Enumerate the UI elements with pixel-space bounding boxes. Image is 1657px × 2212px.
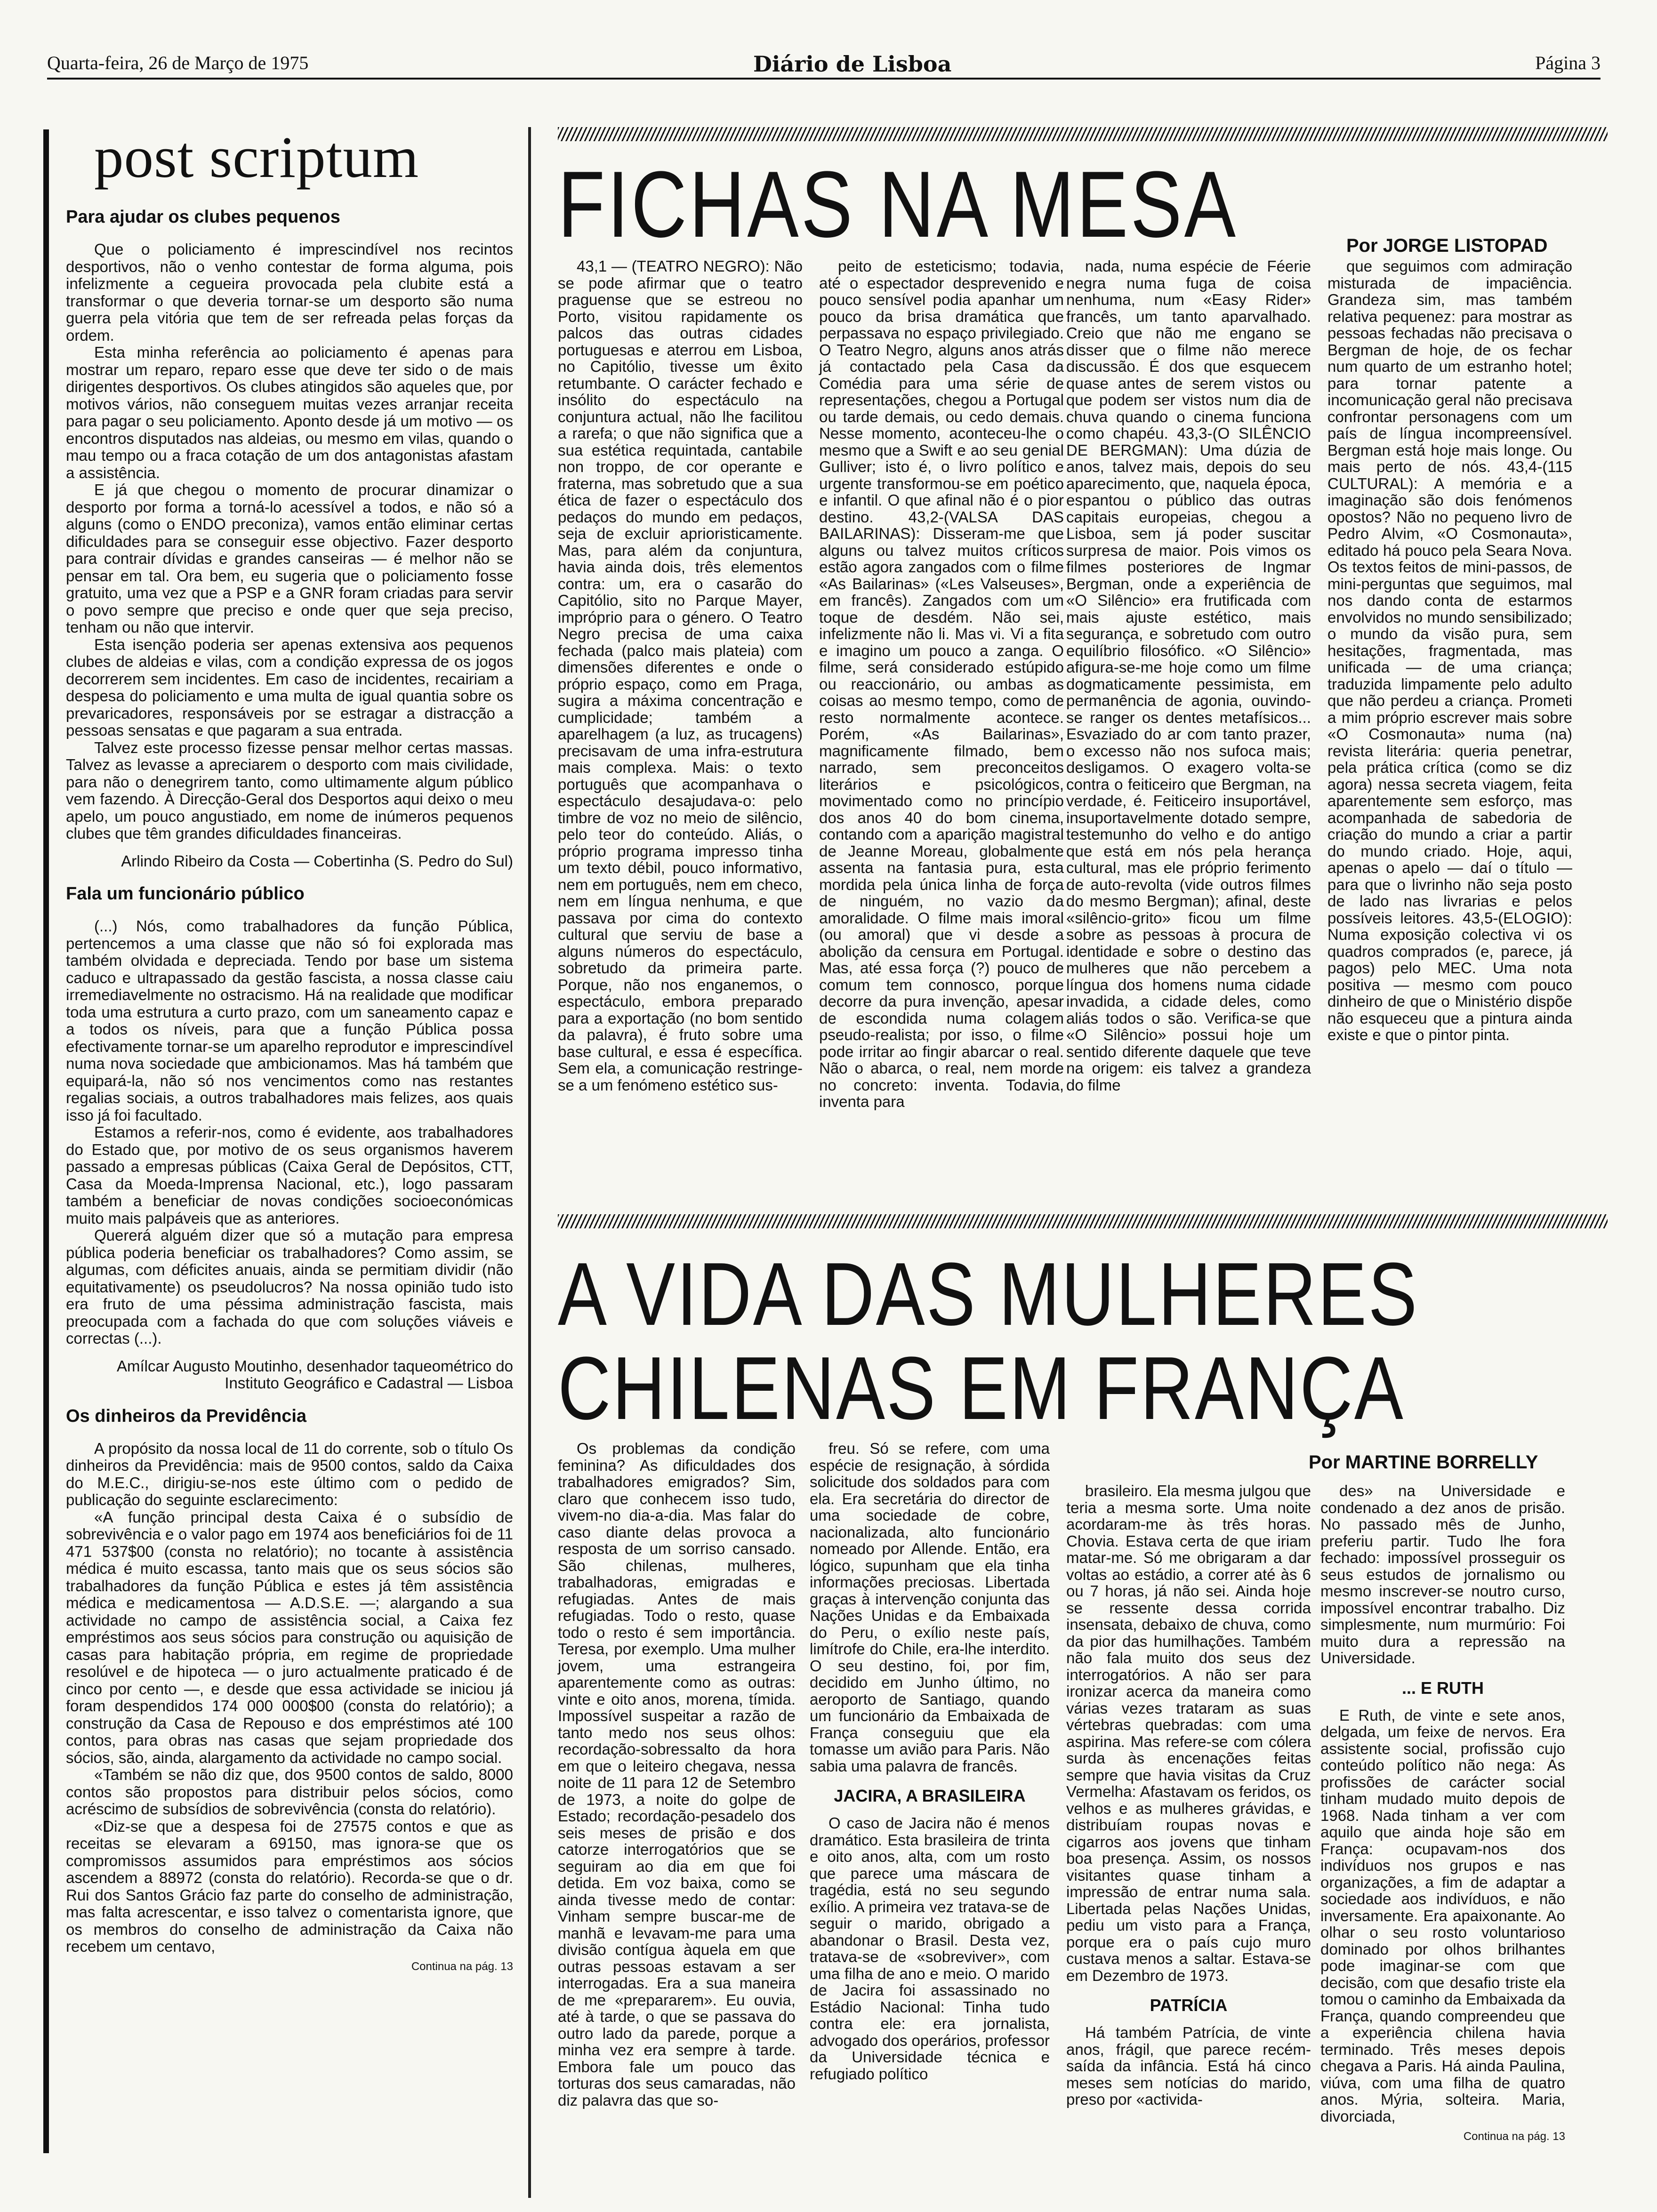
article-text: brasileiro. Ela mesma julgou que teria a mesma sorte. Uma noite acordaram-me às três horas. Chovia. Estava certa de que iriam matar-me. Só me obrigaram a dar voltas ao estádio, a correr até às 6 ou 7 horas, já não sei. Ainda hoje se ressente dessa corrida insensata, debaixo de chuva, como da pior das humilhações. Também não fala muito dos seus dez interrogatórios. A não ser para ironizar acerca da maneira como várias vezes trataram as suas vértebras quebradas: com uma aspirina. Mas refere-se com cólera surda às encenações feitas sempre que havia visitas da Cruz Vermelha: Afastavam os feridos, os velhos e as mulheres grávidas, e distribuíam roupas novas e cigarros aos jovens que tinham boa presença. Assim, os nossos visitantes quase tinham a impressão de entrar numa sala. Libertada pelas Nações Unidas, pediu um visto para a França, porque era o país cujo muro custava menos a saltar. Estava-se em Dezembro de 1973. [1066,1482,1311,1984]
masthead: Diário de Lisboa [753,51,952,77]
letter-heading-clubs: Para ajudar os clubes pequenos [66,207,340,227]
article-text: E Ruth, de vinte e sete anos, delgada, um feixe de nervos. Era assistente social, profissão cujo conteúdo político não nega: As profissões de carácter social tinham mudado muito depois de 1968. Nada tinham a ver com aquilo que ainda hoje são em França: ocupavam-nos dos indivíduos nos grupos e nas organizações, a fim de adaptar a sociedade aos indivíduos, e não inversamente. Era apaixonante. Ao olhar o seu rosto voluntarioso dominado por olhos brilhantes pode imaginar-se com que decisão, com que desafio triste ela tomou o caminho da Embaixada da França, quando compreendeu que a experiência chilena havia terminado. Três meses depois chegava a Paris. Há ainda Paulina, viúva, com uma filha de quatro anos. Mýria, solteira. Maria, divorciada, [1320,1706,1565,2125]
vida-headline-line-1: A VIDA DAS MULHERES [558,1244,1419,1344]
vida-column-4 [1320,1483,1565,2145]
article-text: peito de esteticismo; todavia, até o espectador desprevenido e pouco sensível podia apanhar um pouco da brisa dramática que perpassava no espaço privilegiado. O Teatro Negro, alguns anos atrás já contactado pela Casa da Comédia para uma série de representações, chegou a Portugal ou tarde demais, ou cedo demais. Nesse momento, aconteceu-lhe o mesmo que a Swift e ao seu genial Gulliver; isto é, o livro político e urgente transformou-se em poético e infantil. O que afinal não é o pior destino. 43,2-(VALSA DAS BAILARINAS): Disseram-me que alguns ou talvez muitos críticos estão agora zangados com o filme «As Bailarinas» («Les Valseuses», em francês). Zangados com um toque de desdém. Não sei, infelizmente não li. Mas vi. Vi a fita e imagino um pouco a zanga. O filme, será considerado estúpido ou reaccionário, ou ambas as coisas ao mesmo tempo, como de resto normalmente acontece. Porém, «As Bailarinas», magnificamente filmado, bem narrado, sem preconceitos literários e psicológicos, movimentado como no princípio dos anos 40 do bom cinema, contando com a aparição magistral de Jeanne Moreau, globalmente assenta na fantasia pura, esta mordida pela única linha de força de ninguém, no vazio da amoralidade. O filme mais imoral (ou amoral) que vi desde a abolição da censura em Portugal. Mas, até essa força (?) pouco de comum tem connosco, porque decorre da pura invenção, apesar de escondida numa colagem pseudo-realista; por isso, o filme pode irritar ao fingir abarcar o real. Não o abarca, o real, nem morde no concreto: inventa. Todavia, inventa para [819,257,1064,1110]
letter-paragraph: E já que chegou o momento de procurar dinamizar o desporto por forma a torná-lo acessível a todos, e não só a alguns (como o ENDO preconiza), vamos então eliminar certas dificuldades para se conseguir esse objectivo. Fazer desporto para contrair dívidas e grandes canseiras — é melhor não se pensar em tal. Ora bem, eu sugeria que o policiamento fosse gratuito, uma vez que a PSP e a GNR foram criadas para servir o povo sempre que preciso e onde quer que seja preciso, tenham ou não que intervir. [66,481,513,636]
letter-paragraph: A propósito da nossa local de 11 do corrente, sob o título Os dinheiros da Previdência: mais de 9500 contos, saldo da Caixa do M.E.C., dirigiu-se-nos este último com o pedido de publicação do seguinte esclarecimento: [66,1439,513,1508]
page-number: Página 3 [1535,52,1601,73]
issue-date: Quarta-feira, 26 de Março de 1975 [47,52,309,73]
vida-headline-line-2: CHILENAS EM FRANÇA [558,1338,1405,1438]
fichas-byline: Por JORGE LISTOPAD [1346,235,1548,256]
subheading-ruth: ... E RUTH [1401,1678,1484,1698]
subheading-patricia: PATRÍCIA [1150,1996,1228,2015]
letter-paragraph: Esta isenção poderia ser apenas extensiva aos pequenos clubes de aldeias e vilas, com a condição expressa de os jogos decorrerem sem incidentes. Em caso de incidentes, recairiam a despesa do policiamento e uma multa de igual quantia sobre os prevaricadores, responsáveis por se estragar a distracção a pessoas sensatas e que pagaram a sua entrada. [66,635,513,739]
letter-paragraph: «Diz-se que a despesa foi de 27575 contos e que as receitas se elevaram a 69150, mas ignora-se que os compromissos assumidos para empréstimos aos sócios ascendem a 88972 (consta do relatório). Recorda-se que o dr. Rui dos Santos Grácio faz parte do conselho de administração, mas falta acrescentar, e isso talvez o comentarista ignore, que os membros do conselho de administração da Caixa não recebem um centavo, [66,1817,513,1955]
letter-paragraph: Talvez este processo fizesse pensar melhor certas massas. Talvez as levasse a apreciarem o desporto com mais civilidade, para não o denegrirem tanto, como ultimamente algum público vem fazendo. À Direcção-Geral dos Desportos aqui deixo o meu apelo, um pouco angustiado, em nome de inúmeros pequenos clubes que têm grandes dificuldades financeiras. [66,738,513,842]
letter-heading-civil-servant: Fala um funcionário público [66,884,305,904]
subheading-jacira: JACIRA, A BRASILEIRA [834,1786,1026,1805]
article-text: des» na Universidade e condenado a dez anos de prisão. No passado mês de Junho, preferiu partir. Tudo lhe fora fechado: impossível prosseguir os seus estudos de jornalismo ou mesmo inscrever-se noutro curso, impossível encontrar trabalho. Diz simplesmente, num murmúrio: Foi muito dura a repressão na Universidade. [1320,1482,1565,1667]
postscript-title: post scriptum [94,125,419,190]
continued-link[interactable]: Continua na pág. 13 [1463,2130,1565,2143]
letter-paragraph: Que o policiamento é imprescindível nos recintos desportivos, não o venho contestar de forma alguma, pois infelizmente a cegueira provocada pela clubite está a transformar o que deveria tornar-se um desporto são numa guerra pela vitória que tem de ser refreada pelas forças da ordem. [66,240,513,344]
vida-headline [558,1244,1419,1438]
letter-paragraph: «Também se não diz que, dos 9500 contos de saldo, 8000 contos são propostos para distribuir pelos sócios, como acréscimo de subsídios de sobrevivência (consta do relatório). [66,1766,513,1818]
letter-signature: Arlindo Ribeiro da Costa — Cobertinha (S. Pedro do Sul) [121,852,513,870]
letter-paragraph: «A função principal desta Caixa é o subsídio de sobrevivência e o valor pago em 1974 aos beneficiários foi de 11 471 537$00 (consta no relatório); no tocante à assistência médica é muito escassa, tanto mais que os seus sócios são trabalhadores da função Pública e estes já têm assistência médica e medicamentosa — A.D.S.E. —; alargando a sua actividade no campo de assistência social, a Caixa fez empréstimos aos seus sócios para construção ou aquisição de casas para habitação própria, em regime de propriedade resolúvel e de hipoteca — o juro actualmente praticado é de cinco por cento —, e desde que essa actividade se iniciou já foram despendidos 174 000 000$00 (consta do relatório); a construção da Casa de Repouso e dos empréstimos até 100 contos, para obras nas casas que sejam propriedade dos sócios, são, ainda, alargamento da actividade no campo social. [66,1508,513,1766]
vida-column-1 [558,1440,796,2108]
hatched-rule [558,1214,1608,1228]
letter-paragraph: (...) Nós, como trabalhadores da função Pública, pertencemos a uma classe que não só foi explorada mas também olvidada e depreciada. Tendo por base um sistema caduco e ultrapassado da gestão fascista, a nossa classe caiu irremediavelmente no ostracismo. Há na realidade que modificar toda uma estrutura a curto prazo, com um saneamento capaz e a todos os níveis, para que a função Pública possa efectivamente tornar-se um aparelho reprodutor e imprescindível numa nova sociedade que ambicionamos. Mas há também que equipará-la, não só nos vencimentos como nas restantes regalias sociais, a outros trabalhadores mais felizes, aos quais isso já foi facultado. [66,917,513,1124]
page-header [47,45,1601,80]
vida-column-2 [810,1440,1050,2082]
fichas-column-3 [1066,258,1311,1093]
article-text: 43,1 — (TEATRO NEGRO): Não se pode afirmar que o teatro praguense que se estreou no Porto, visitou rapidamente os palcos das outras cidades portuguesas e aterrou em Lisboa, no Capitólio, tivesse um êxito retumbante. O carácter fechado e insólito do espectáculo na conjuntura actual, não lhe facilitou a rarefa; o que não significa que a sua estética requintada, cantabile non troppo, de cor operante e fraterna, mas sobretudo que a sua ética de fazer o espectáculo dos pedaços do mundo em pedaços, seja de excluir aprioristicamente. Mas, para além da conjuntura, havia ainda dois, três elementos contra: um, era o casarão do Capitólio, sito no Parque Mayer, impróprio para o género. O Teatro Negro precisa de uma caixa fechada (palco mais plateia) com dimensões diferentes e onde o próprio espaço, como em Praga, sugira a máxima concentração e cumplicidade; também a aparelhagem (a luz, as trucagens) precisavam de uma infra-estrutura mais complexa. Mais: o texto português que acompanhava o espectáculo desajudava-o: pelo timbre de voz no meio de silêncio, pelo teor do conteúdo. Aliás, o próprio programa impresso tinha um texto débil, pouco informativo, nem em português, nem em checo, nem em língua nenhuma, e que passava por cima do contexto cultural que serviu de base a alguns números do espectáculo, sobretudo da primeira parte. Porque, não nos enganemos, o espectáculo, embora preparado para a exportação (no bom sentido da palavra), é fruto sobre uma base cultural, e essa é específica. Sem ela, a comunicação restringe-se a um fenómeno estético sus- [558,257,803,1094]
fichas-column-1 [558,258,803,1093]
article-text: nada, numa espécie de Féerie negra numa fuga de coisa nenhuma, num «Easy Rider» francês, um tanto aparvalhado. Creio que não me engano se disser que o filme não merece discussão. É dos que esquecem quase antes de serem vistos ou que podem ser vistos num dia de chuva quando o cinema funciona como chapéu. 43,3-(O SILÊNCIO DE BERGMAN): Uma dúzia de anos, talvez mais, depois do seu aparecimento, que, naquela época, espantou o público das outras capitais europeias, chegou a Lisboa, sem já poder suscitar surpresa de maior. Pois vimos os filmes posteriores de Ingmar Bergman, onde a experiência de «O Silêncio» era frutificada com mais ajuste estético, mais segurança, e sobretudo com outro equilíbrio filosófico. «O Silêncio» afigura-se-me hoje como um filme dogmaticamente pessimista, em permanência de agonia, ouvindo-se ranger os dentes metafísicos... Esvaziado do ar com tanto prazer, o excesso não nos sufoca mais; desligamos. O exagero volta-se contra o feiticeiro que Bergman, na verdade, é. Feiticeiro insuportável, insuportavelmente dotado sempre, testemunho do velho e do antigo que está em nós pela herança cultural, mas ele próprio ferimento de auto-revolta (vide outros filmes do mesmo Bergman); afinal, deste «silêncio-grito» ficou um filme sobre as pessoas à procura de identidade e sobre o destino das mulheres que não percebem a língua dos homens numa cidade invadida, a cidade deles, como aliás todos o são. Verifica-se que «O Silêncio» possui hoje um sentido diferente daquele que teve na origem: eis talvez a grandeza do filme [1066,257,1311,1094]
article-text: O caso de Jacira não é menos dramático. Esta brasileira de trinta e oito anos, alta, com um rosto que parece uma máscara de tragédia, está no seu segundo exílio. A primeira vez tratava-se de seguir o marido, obrigado a abandonar o Brasil. Desta vez, tratava-se de «sobreviver», com uma filha de ano e meio. O marido de Jacira foi assassinado no Estádio Nacional: Tinha tudo contra ele: era jornalista, advogado dos operários, professor da Universidade técnica e refugiado político [810,1814,1050,2083]
article-text: que seguimos com admiração misturada de impaciência. Grandeza sim, mas também relativa pequenez: para mostrar as pessoas fechadas não precisava o Bergman de hoje, de os fechar num quarto de um estranho hotel; para tornar patente a incomunicação geral não precisava confrontar personagens com um país de língua incompreensível. Bergman está hoje mais longe. Ou mais perto de nós. 43,4-(115 CULTURAL): A memória e a imaginação são dois fenómenos opostos? Não no pequeno livro de Pedro Alvim, «O Cosmonauta», editado há pouco pela Seara Nova. Os textos feitos de mini-passos, de mini-perguntas que seguimos, mal nos dando conta de estarmos envolvidos no mundo sensibilizado; o mundo da visão pura, sem hesitações, fragmentada, mas unificada — de uma criança; traduzida limpamente pelo adulto que não perdeu a criança. Prometi a mim próprio escrever mais sobre «O Cosmonauta» numa (na) revista literária: queria penetrar, pela prática crítica (como se diz agora) nessa secreta viagem, feita aparentemente sem esforço, mas acompanhada de sabedoria de criação do mundo a criar a partir do mundo criado. Hoje, aqui, apenas o apelo — daí o título — para que o livrinho não seja posto de lado nas livrarias e pelos possíveis leitores. 43,5-(ELOGIO): Numa exposição colectiva vi os quadros comprados (e, parece, já pagos) pelo MEC. Uma nota positiva — mesmo com pouco dinheiro de que o Ministério dispõe não esqueceu que a pintura ainda existe e que o pintor pinta. [1327,257,1572,1043]
letter-paragraph: Estamos a referir-nos, como é evidente, aos trabalhadores do Estado que, por motivo de os seus organismos haverem passado a empresas públicas (Caixa Geral de Depósitos, CTT, Casa da Moeda-Imprensa Nacional, etc.), logo passaram também a beneficiar de novas condições socioeconómicas muito mais palpáveis que as anteriores. [66,1123,513,1227]
postscript-column [66,127,513,1975]
fichas-column-4 [1327,258,1572,1043]
vida-column-3 [1066,1483,1311,2108]
letter-heading-previdencia: Os dinheiros da Previdência [66,1406,307,1426]
letter-paragraph: Esta minha referência ao policiamento é apenas para mostrar um reparo, reparo esse que deve ter sido o de mais dirigentes desportivos. Os clubes atingidos são aqueles que, por motivos vários, não conseguem muitas vezes arranjar receita para pagar o seu policiamento. Aponto desde já um motivo — os encontros disputados nas aldeias, ou mesmo em vilas, quando o mau tempo ou a fraca cotação de um dos antagonistas afastam a assistência. [66,344,513,481]
article-text: freu. Só se refere, com uma espécie de resignação, à sórdida solicitude dos soldados para com ela. Era secretária do director de uma sociedade de cobre, nacionalizada, alto funcionário nomeado por Allende. Então, era lógico, supunham que ela tinha informações preciosas. Libertada graças à intervenção conjunta das Nações Unidas e da Embaixada do Peru, o exílio neste país, limítrofe do Chile, era-lhe interdito. O seu destino, foi, por fim, decidido em Junho último, no aeroporto de Santiago, quando um funcionário da Embaixada de França conseguiu que ela tomasse um avião para Paris. Não sabia uma palavra de francês. [810,1440,1050,1775]
article-text: Os problemas da condição feminina? As dificuldades dos trabalhadores emigrados? Sim, claro que conhecem isso tudo, vivem-no dia-a-dia. Mas falar do caso diante delas provoca a resposta de um sorriso cansado. São chilenas, mulheres, trabalhadoras, emigradas e refugiadas. Antes de mais refugiadas. Todo o resto, quase todo o resto é sem importância. Teresa, por exemplo. Uma mulher jovem, uma estrangeira aparentemente como as outras: vinte e oito anos, morena, tímida. Impossível suspeitar a razão de tanto medo nos seus olhos: recordação-sobressalto da hora em que o leiteiro chegava, nessa noite de 11 para 12 de Setembro de 1973, a noite do golpe de Estado; recordação-pesadelo dos seis meses de prisão e dos catorze interrogatórios que se seguiram ao dia em que foi detida. Em voz baixa, como se ainda tivesse medo de contar: Vinham sempre buscar-me de manhã e levavam-me para uma divisão contígua àquela em que outras pessoas estavam a ser interrogadas. Era a sua maneira de me «prepararem». Eu ouvia, até à tarde, o que se passava do outro lado da parede, porque a minha vez era sempre à tarde. Embora fale um pouco das torturas dos seus camaradas, não diz palavra das que so- [558,1440,796,2109]
fichas-column-2 [819,258,1064,1110]
hatched-rule [558,127,1608,141]
continued-link[interactable]: Continua na pág. 13 [411,1960,513,1973]
letter-signature: Amílcar Augusto Moutinho, desenhador taqueométrico do Instituto Geográfico e Cadastral — Lisboa [116,1357,513,1392]
vida-byline: Por MARTINE BORRELLY [1309,1452,1538,1473]
letter-paragraph: Quererá alguém dizer que só a mutação para empresa pública poderia beneficiar os trabalhadores? Como assim, se algumas, com déficites anuais, ainda se permitiam dividir (não equitativamente) os pseudolucros? Na nossa opinião tudo isto era fruto de uma péssima administração fascista, mais preocupada com a fachada do que com soluções viáveis e correctas (...). [66,1226,513,1347]
article-text: Há também Patrícia, de vinte anos, frágil, que parece recém-saída da infância. Está há cinco meses sem notícias do marido, preso por «activida- [1066,2024,1311,2108]
column-divider [528,127,531,2198]
fichas-headline: FICHAS NA MESA [558,152,1238,257]
postscript-rule [43,129,49,2153]
